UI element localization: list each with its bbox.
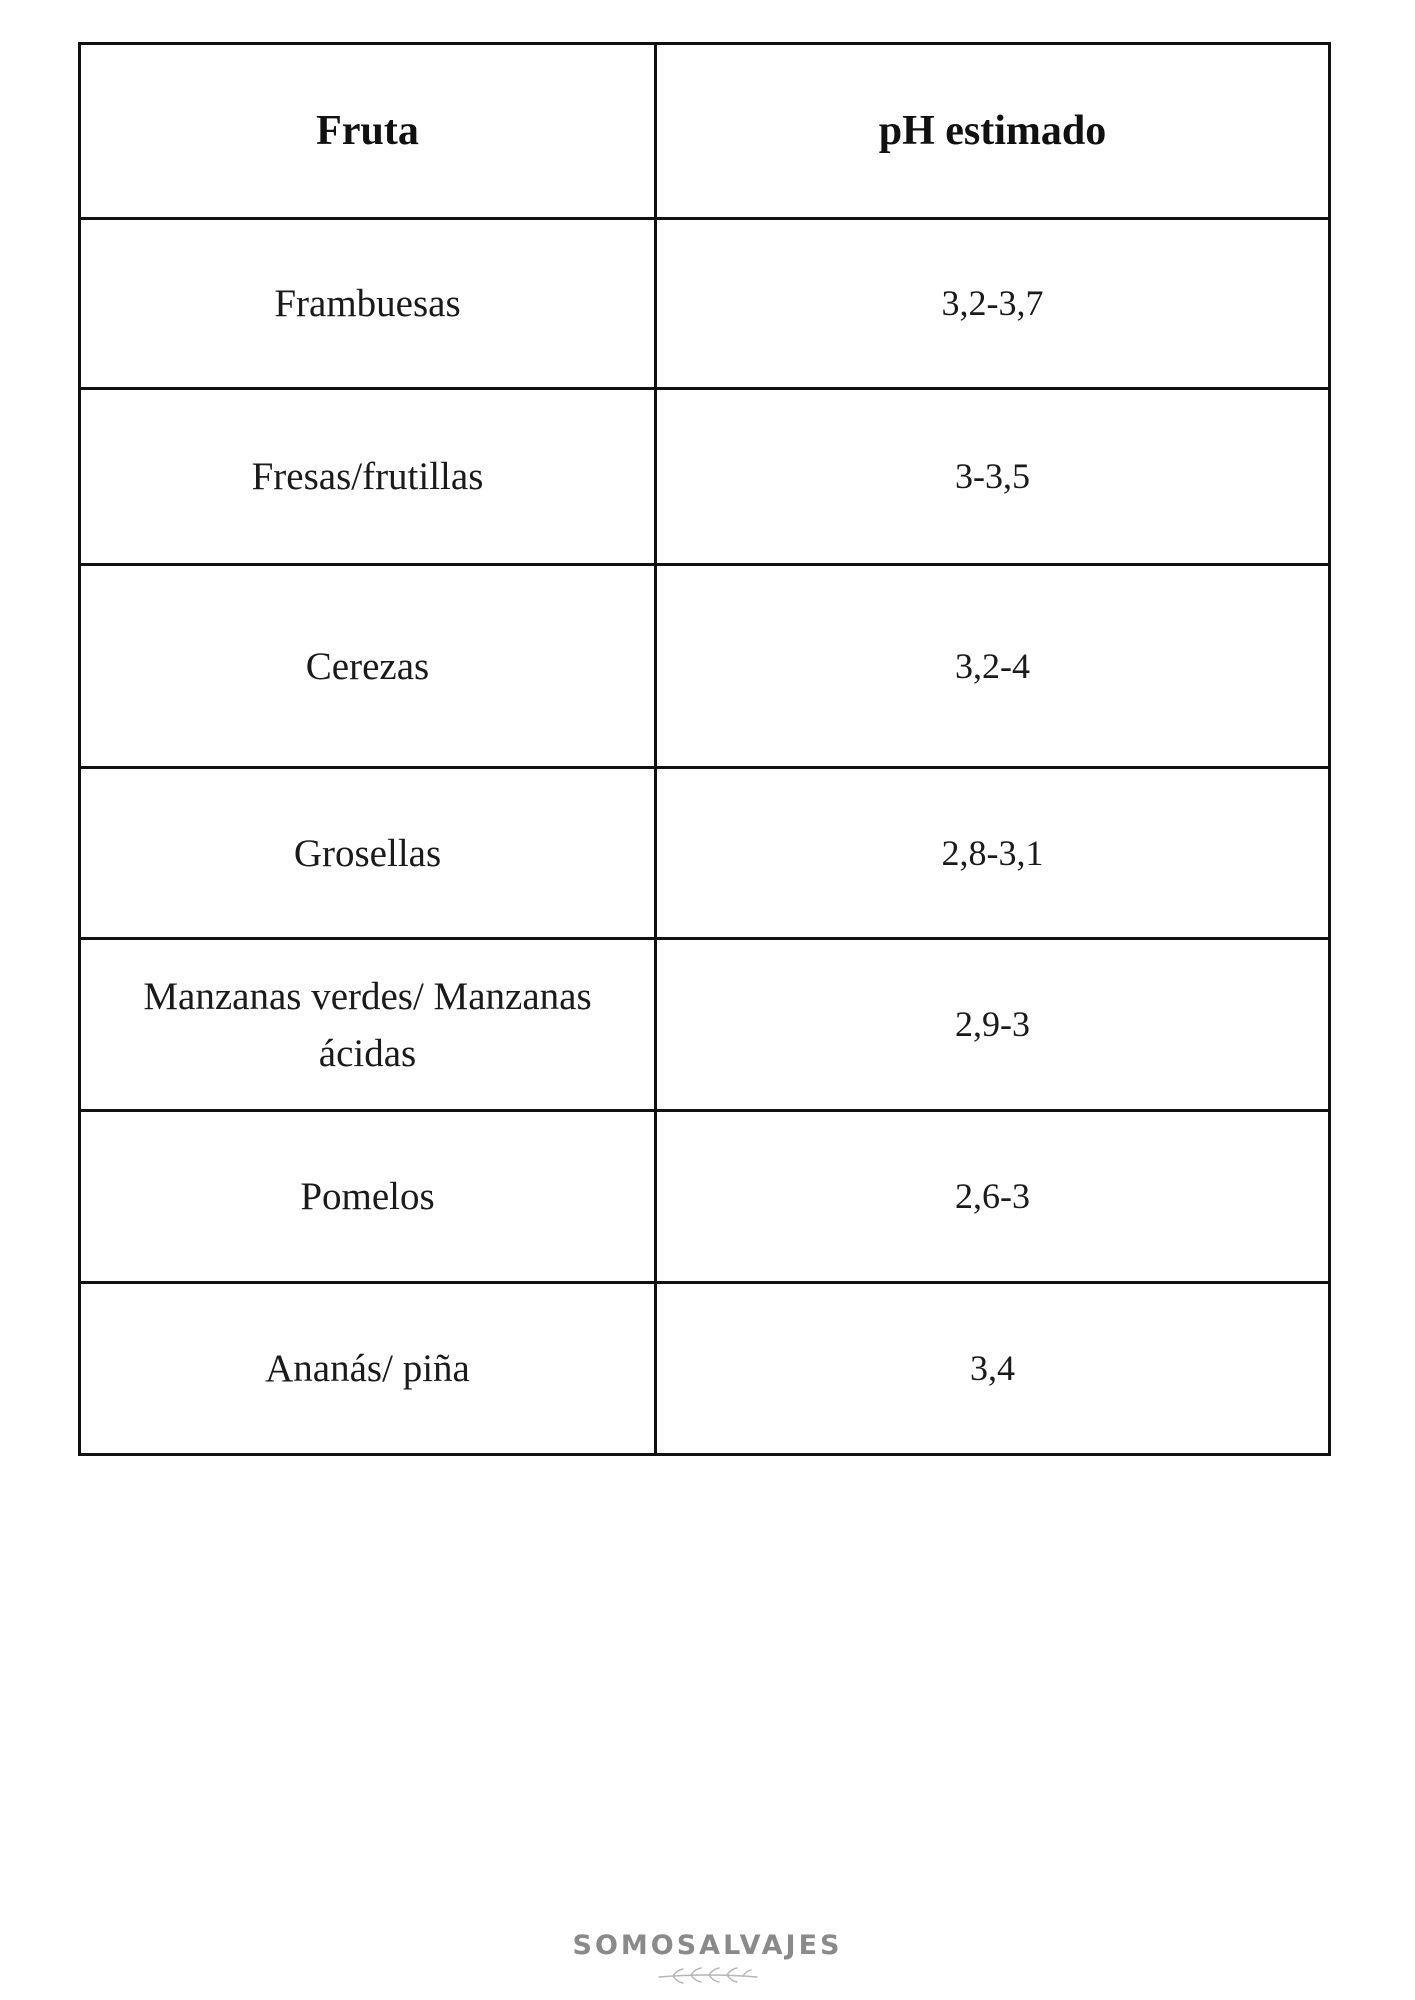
ph-cell: 3-3,5 [656, 389, 1330, 565]
table-row [80, 1111, 1330, 1283]
ph-cell: 3,2-3,7 [656, 219, 1330, 389]
fruit-ph-table [78, 42, 1331, 1456]
fruit-cell: Pomelos [80, 1111, 656, 1283]
header-ph: pH estimado [656, 44, 1330, 219]
table-row [80, 219, 1330, 389]
ph-cell: 2,8-3,1 [656, 768, 1330, 939]
table-header-row [80, 44, 1330, 219]
fruit-cell: Ananás/ piña [80, 1283, 656, 1455]
brand-footer [0, 1930, 1415, 1985]
brand-logo-text: SOMOSALVAJES [572, 1930, 843, 1961]
fruit-cell: Cerezas [80, 565, 656, 768]
ph-cell: 3,4 [656, 1283, 1330, 1455]
ph-cell: 3,2-4 [656, 565, 1330, 768]
table-row [80, 939, 1330, 1111]
header-fruit: Fruta [80, 44, 656, 219]
fruit-cell: Manzanas verdes/ Manzanas ácidas [80, 939, 656, 1111]
fruit-cell: Frambuesas [80, 219, 656, 389]
sprig-icon [653, 1965, 763, 1985]
table-row [80, 389, 1330, 565]
table-row [80, 768, 1330, 939]
fruit-cell: Grosellas [80, 768, 656, 939]
ph-cell: 2,6-3 [656, 1111, 1330, 1283]
ph-cell: 2,9-3 [656, 939, 1330, 1111]
table-row [80, 565, 1330, 768]
fruit-cell: Fresas/frutillas [80, 389, 656, 565]
table-row [80, 1283, 1330, 1455]
